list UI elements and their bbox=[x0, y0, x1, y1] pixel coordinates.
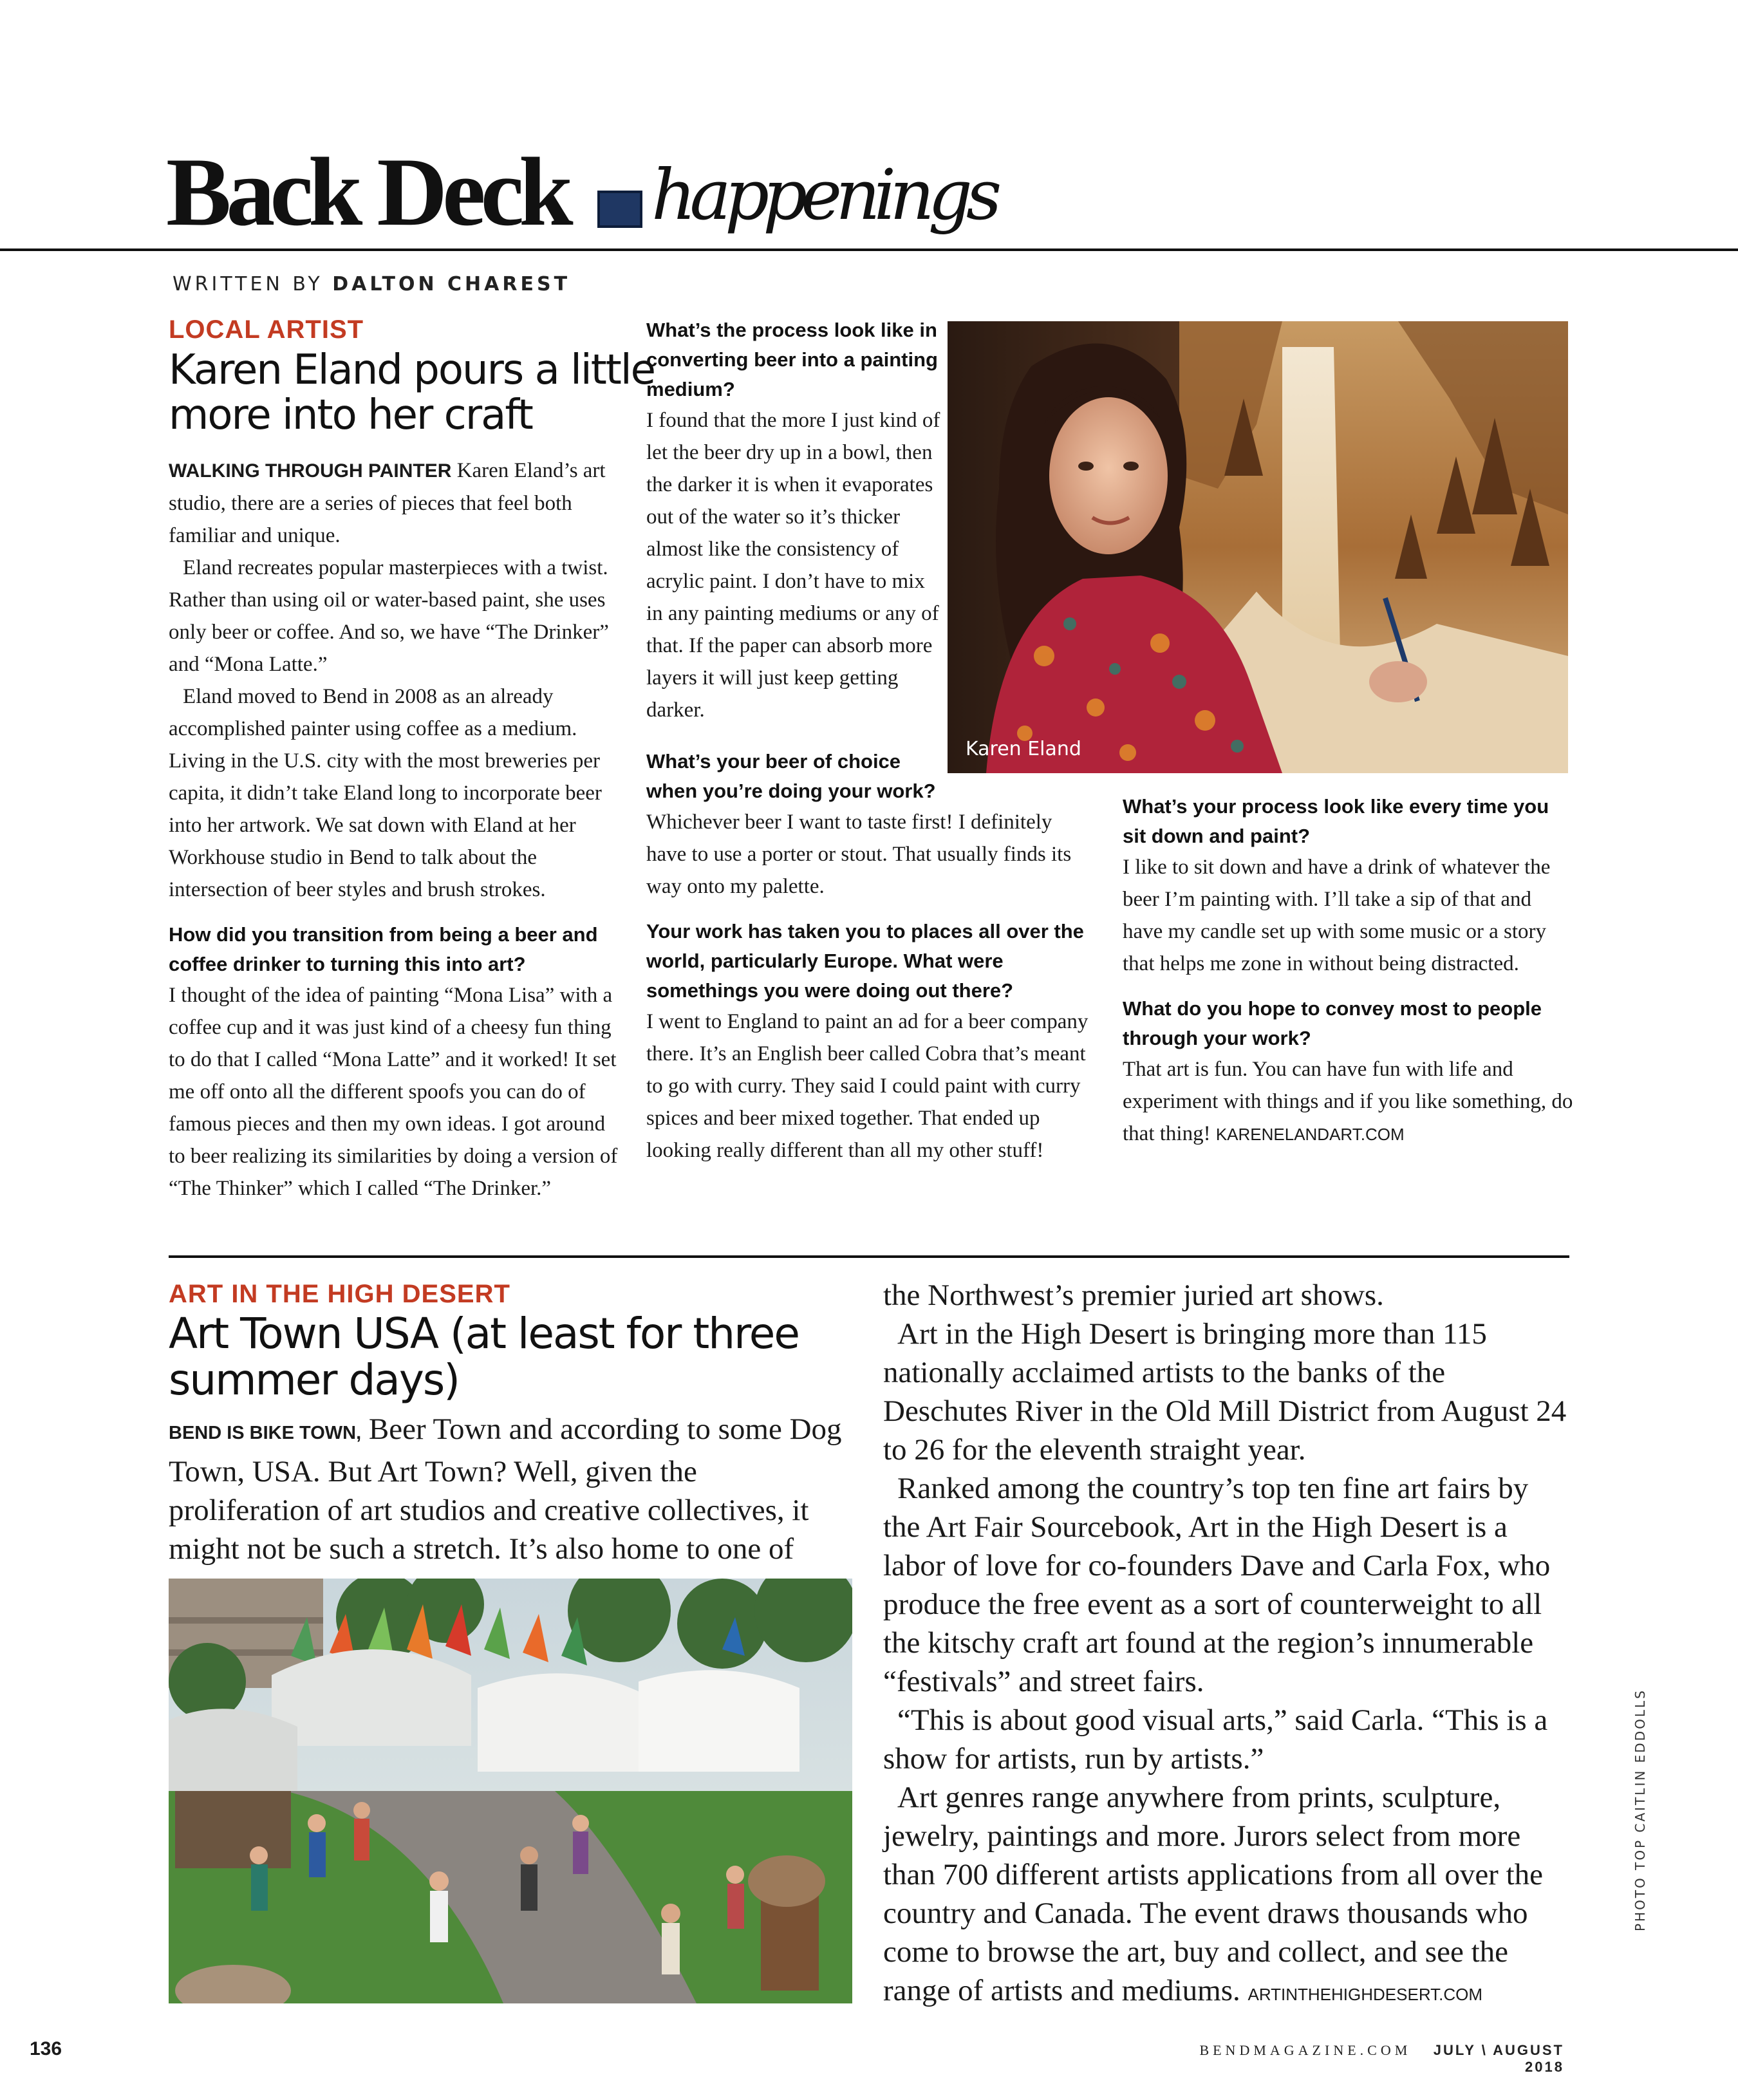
article1-a4: I went to England to paint an ad for a beer company there. It’s an English beer called Cobra that’s meant to go with curry. They said I could paint with curry spices and beer mixed together. That ended up looking really different than all my other stuff! bbox=[646, 1010, 1089, 1162]
article1-headline bbox=[169, 348, 658, 438]
article1-column1 bbox=[169, 455, 619, 1205]
page-number: 136 bbox=[30, 2038, 62, 2059]
article1-a2: I found that the more I just kind of let the beer dry up in a bowl, then the darker it is when it evaporates out of the water so it’s thicker almost like the consistency of acrylic paint. I don’t have to mix in any painting mediums or any of that. If the paper can absorb more layers it will just keep getting darker. bbox=[646, 409, 940, 722]
section-subtitle: happenings bbox=[651, 155, 996, 236]
article1-a6: That art is fun. You can have fun with life and experiment with things and if you like something, do that thing! bbox=[1123, 1058, 1573, 1145]
photo-caption: Karen Eland bbox=[966, 738, 1081, 760]
article2-p4: “This is about good visual arts,” said Carla. “This is a show for artists, run by artists.” bbox=[883, 1703, 1548, 1776]
article2-p1: Beer Town and according to some Dog Town, USA. But Art Town? Well, given the proliferation of art studios and creative collectives, it might not be such a stretch. It’s also home to one of bbox=[169, 1412, 842, 1566]
footer-site: BENDMAGAZINE.COM bbox=[1199, 2042, 1412, 2058]
article2-headline-line1: Art Town USA (at least for three bbox=[169, 1309, 799, 1358]
article1-q6: What do you hope to convey most to people through your work? bbox=[1123, 997, 1542, 1049]
article1-kicker: LOCAL ARTIST bbox=[169, 315, 364, 344]
article1-column2-top bbox=[646, 315, 942, 726]
article1-url[interactable]: KARENELANDART.COM bbox=[1215, 1125, 1405, 1144]
article1-q1: How did you transition from being a beer and coffee drinker to turning this into art? bbox=[169, 923, 598, 975]
article1-column3 bbox=[1123, 792, 1573, 1150]
article2-url[interactable]: ARTINTHEHIGHDESERT.COM bbox=[1247, 1985, 1483, 2004]
article1-p1: Karen Eland’s art studio, there are a series of pieces that feel both familiar and unique. bbox=[169, 459, 606, 547]
byline-prefix: WRITTEN BY bbox=[173, 273, 323, 295]
article1-p3: Eland moved to Bend in 2008 as an already accomplished painter using coffee as a medium. Living in the U.S. city with the most breweries per capita, it didn’t take Eland long to incorporate beer into her artwork. We sat down with Eland at her Workhouse studio in Bend to talk about the intersection of beer styles and brush strokes. bbox=[169, 685, 602, 901]
section-square-icon bbox=[597, 191, 642, 228]
article1-headline-line1: Karen Eland pours a little bbox=[169, 346, 655, 394]
byline bbox=[173, 273, 570, 295]
article1-q2: What’s the process look like in converting beer into a painting medium? bbox=[646, 319, 938, 400]
karen-eland-photo-illustration bbox=[948, 321, 1568, 773]
article1-a3: Whichever beer I want to taste first! I definitely have to use a porter or stout. That usually finds its way onto my palette. bbox=[646, 811, 1072, 898]
article1-a5: I like to sit down and have a drink of whatever the beer I’m painting with. I’ll take a sip of that and have my candle set up with some music or a story that helps me zone in without being distracted. bbox=[1123, 856, 1551, 975]
page-footer bbox=[1159, 2042, 1564, 2076]
photo-credit: PHOTO TOP CAITLIN EDDOLLS bbox=[1632, 1689, 1648, 1931]
section-divider bbox=[169, 1255, 1569, 1258]
art-fair-photo bbox=[169, 1579, 852, 2003]
article2-p2: Art in the High Desert is bringing more than 115 nationally acclaimed artists to the banks of the Deschutes River in the Old Mill District from August 24 to 26 for the eleventh straight year. bbox=[883, 1317, 1567, 1467]
article2-column1 bbox=[169, 1410, 845, 1568]
article2-column2 bbox=[883, 1276, 1569, 2014]
article2-p1-continued: the Northwest’s premier juried art shows. bbox=[883, 1279, 1384, 1312]
article1-lead-in: WALKING THROUGH PAINTER bbox=[169, 460, 452, 482]
art-fair-photo-illustration bbox=[169, 1579, 852, 2003]
karen-eland-photo bbox=[948, 321, 1568, 773]
article1-column2-bottom bbox=[646, 747, 1090, 1167]
header-rule bbox=[0, 248, 1738, 251]
article1-p2: Eland recreates popular masterpieces with a twist. Rather than using oil or water-based paint, she uses only beer or coffee. And so, we have “The Drinker” and “Mona Latte.” bbox=[169, 556, 609, 676]
article2-headline bbox=[169, 1311, 851, 1403]
article2-p5: Art genres range anywhere from prints, sculpture, jewelry, paintings and more. Jurors select from more than 700 different artists applications from all over the country and Canada. The event draws thousands who come to browse the art, buy and collect, and see the range of artists and mediums. bbox=[883, 1781, 1544, 2007]
byline-author: DALTON CHAREST bbox=[332, 273, 571, 295]
article1-q3: What’s your beer of choice when you’re doing your work? bbox=[646, 750, 936, 802]
article1-q5: What’s your process look like every time you sit down and paint? bbox=[1123, 795, 1549, 847]
article1-q4: Your work has taken you to places all over the world, particularly Europe. What were somethings you were doing out there? bbox=[646, 920, 1084, 1002]
footer-issue: JULY \ AUGUST 2018 bbox=[1433, 2042, 1564, 2075]
article2-kicker: ART IN THE HIGH DESERT bbox=[169, 1280, 510, 1308]
article2-headline-line2: summer days) bbox=[169, 1355, 460, 1405]
article2-lead-in: BEND IS BIKE TOWN, bbox=[169, 1423, 362, 1443]
article2-p3: Ranked among the country’s top ten fine art fairs by the Art Fair Sourcebook, Art in the High Desert is a labor of love for co-founders Dave and Carla Fox, who produce the free event as a sort of counterweight to all the kitschy craft art found at the region’s innumerable “festivals” and street fairs. bbox=[883, 1472, 1551, 1698]
section-title: Back Deck bbox=[166, 138, 568, 246]
article1-a1: I thought of the idea of painting “Mona Lisa” with a coffee cup and it was just kind of a cheesy fun thing to do that I called “Mona Latte” and it worked! It set me off onto all the different spoofs you can do of famous pieces and then my own ideas. I got around to beer realizing its similarities by doing a version of “The Thinker” which I called “The Drinker.” bbox=[169, 984, 618, 1200]
article1-headline-line2: more into her craft bbox=[169, 391, 532, 439]
